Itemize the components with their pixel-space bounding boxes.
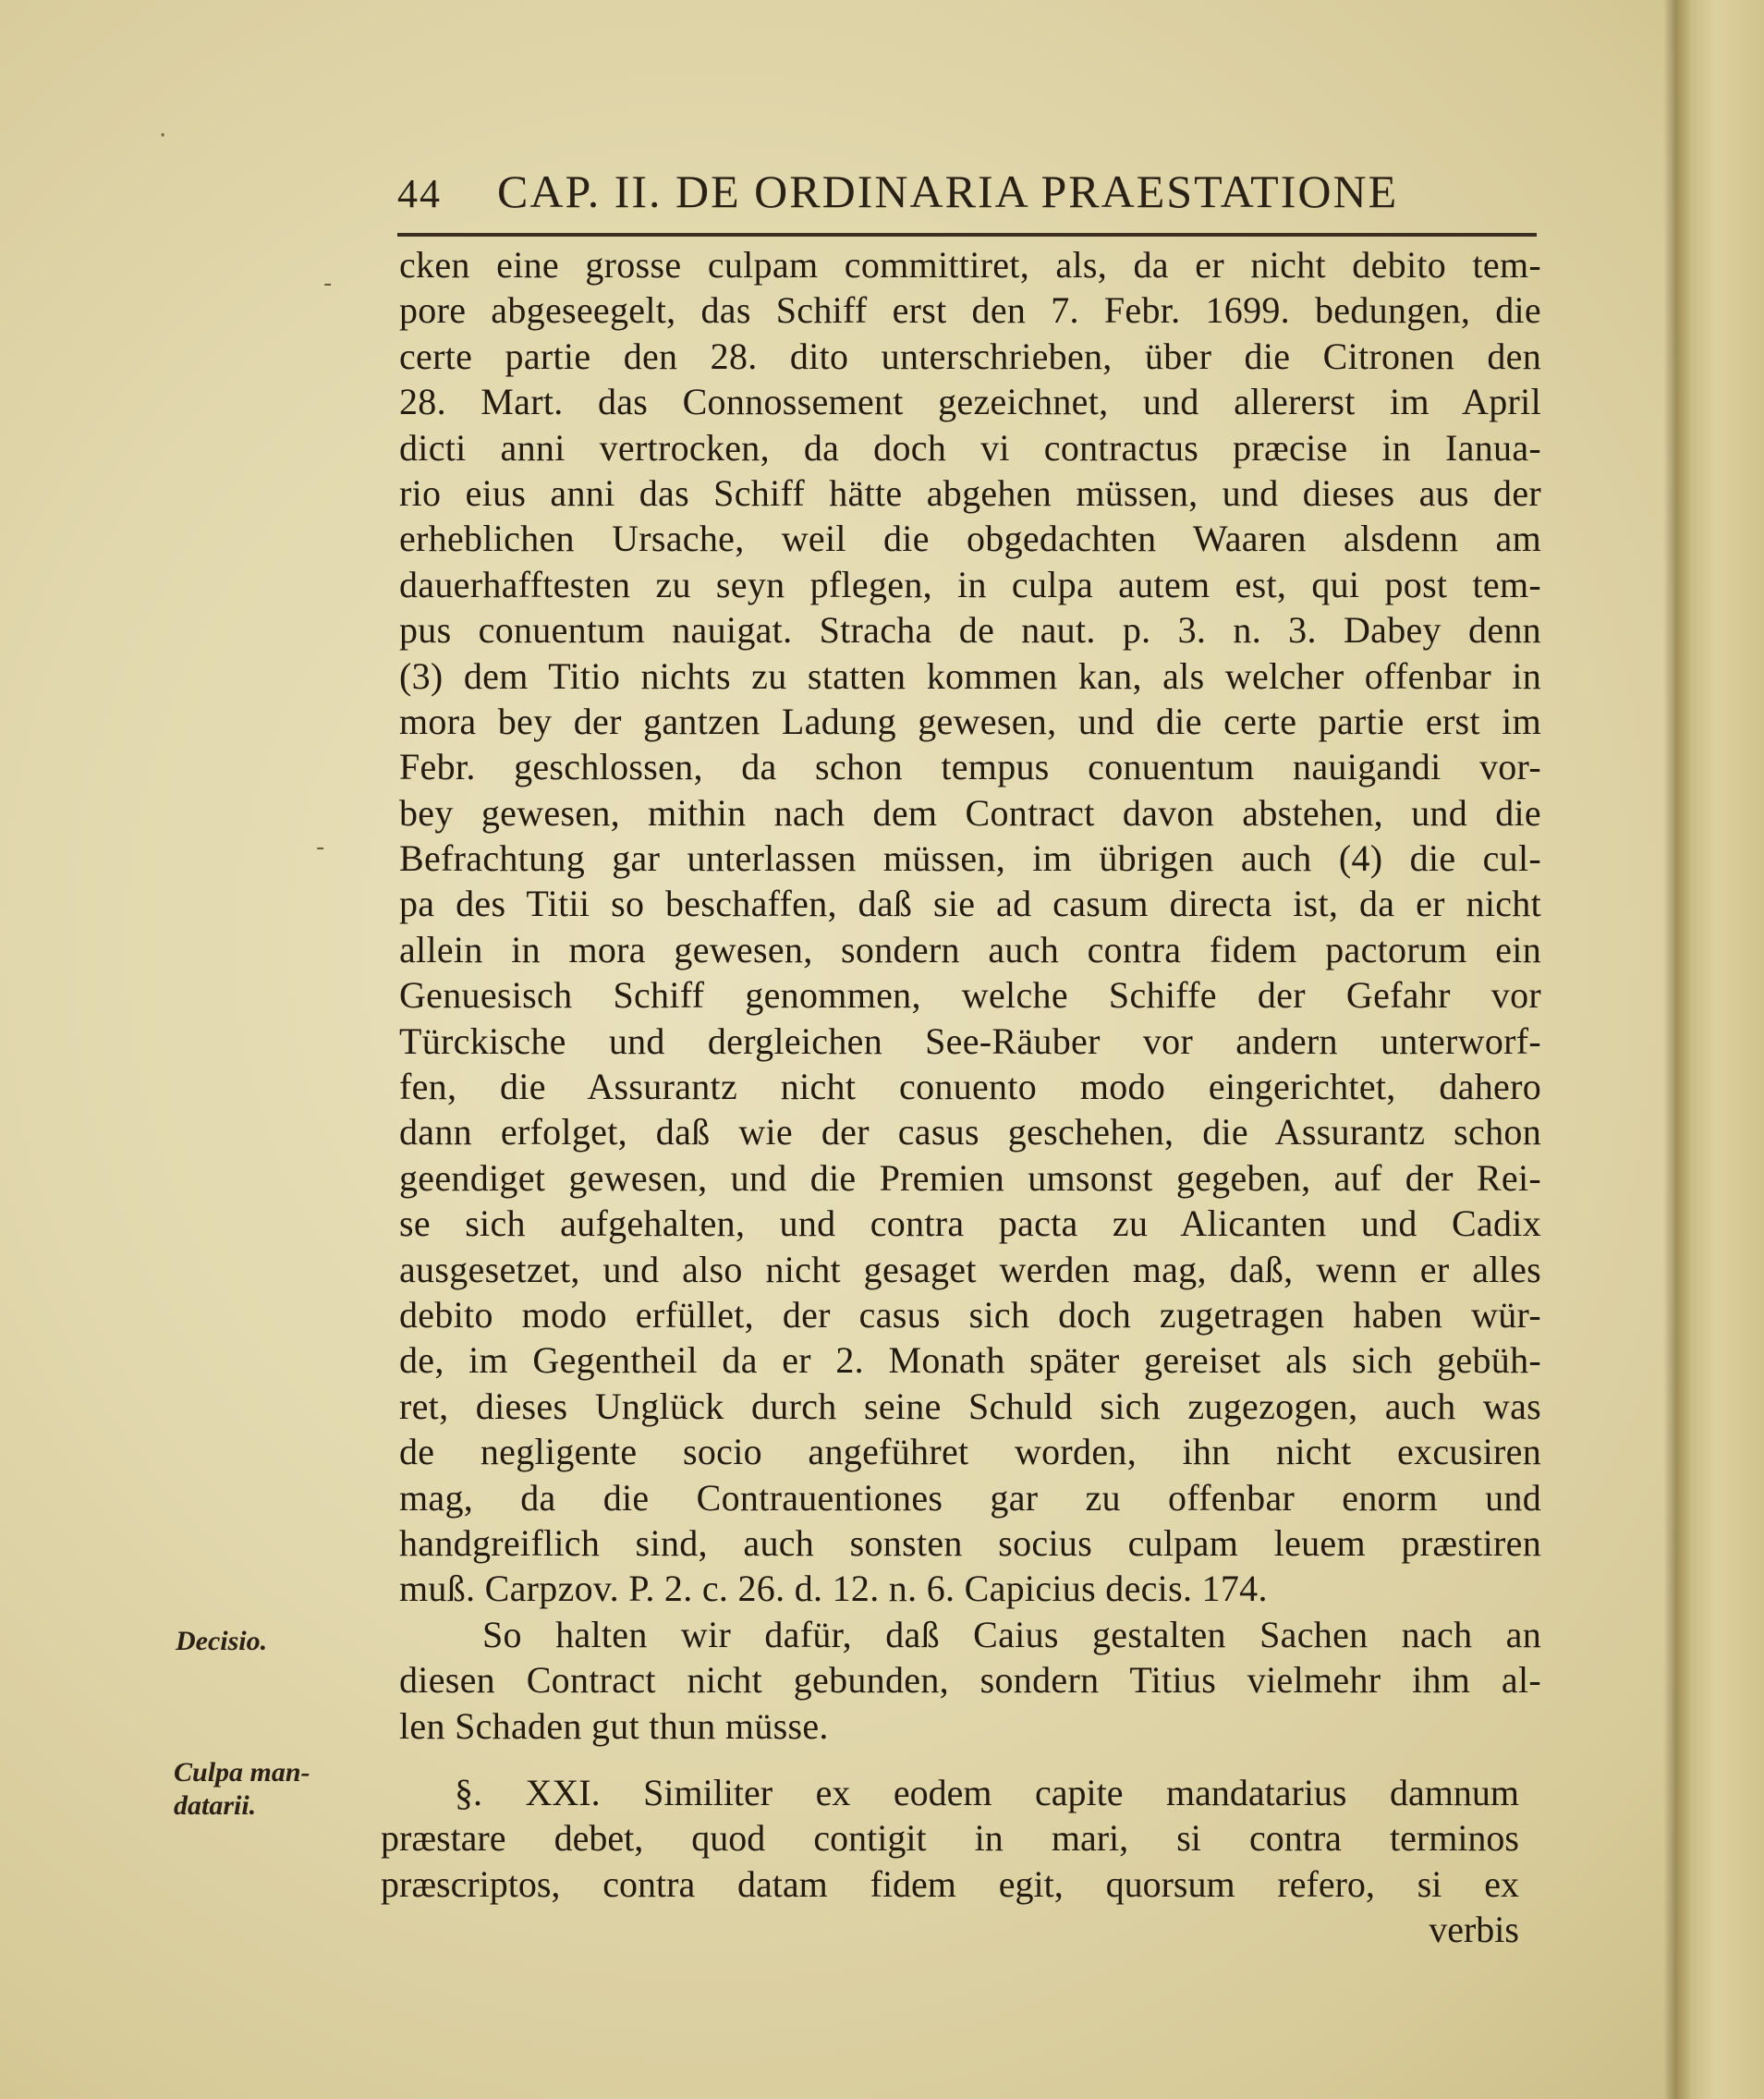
text-line: Türckische und dergleichen See-Räuber vor andern unterworf- (399, 1019, 1541, 1062)
text-line: allein in mora gewesen, sondern auch contra fidem pactorum ein (399, 928, 1541, 970)
margin-note-text: datarii. (174, 1790, 257, 1821)
paper-speck: - (316, 834, 325, 861)
text-line: muß. Carpzov. P. 2. c. 26. d. 12. n. 6. Capicius decis. 174. (399, 1568, 1268, 1610)
text-line: cken eine grosse culpam committiret, als, da er nicht debito tem- (399, 244, 1541, 286)
text-line: debito modo erfüllet, der casus sich doch zugetragen haben wür- (399, 1293, 1541, 1336)
text-line: handgreiflich sind, auch sonsten socius culpam leuem præstiren (399, 1521, 1541, 1564)
text-line: præstare debet, quod contigit in mari, si contra terminos (381, 1817, 1519, 1860)
margin-note-text: Culpa man- (174, 1757, 310, 1788)
text-line: pa des Titii so beschaffen, daß sie ad casum directa ist, da er nicht (399, 883, 1541, 925)
book-gutter (1676, 0, 1764, 2099)
section-xxi-block (381, 1770, 1519, 1953)
text-line: dicti anni vertrocken, da doch vi contractus præcise in Ianua- (399, 426, 1541, 469)
paper-speck: - (323, 270, 333, 298)
margin-note-culpa (174, 1756, 310, 1823)
text-line: mora bey der gantzen Ladung gewesen, und die certe partie erst im (399, 700, 1541, 742)
paper-speck: · (159, 122, 167, 150)
text-line: præscriptos, contra datam fidem egit, quorsum refero, si ex (381, 1862, 1519, 1905)
running-title: CAP. II. DE ORDINARIA PRAESTATIONE (497, 165, 1399, 217)
text-line: Febr. geschlossen, da schon tempus conuentum nauigandi vor- (399, 746, 1541, 788)
text-line: ret, dieses Unglück durch seine Schuld sich zugezogen, auch was (399, 1385, 1541, 1427)
page-header (397, 165, 1543, 224)
text-line: bey gewesen, mithin nach dem Contract davon abstehen, und die (399, 791, 1541, 834)
text-line: rio eius anni das Schiff hätte abgehen müssen, und dieses aus der (399, 471, 1541, 514)
section-heading-line: §. XXI. Similiter ex eodem capite mandatarius damnum (455, 1772, 1519, 1813)
text-line: diesen Contract nicht gebunden, sondern Titius vielmehr ihm al- (399, 1659, 1541, 1702)
page-fold-shadow (1663, 0, 1676, 2099)
decision-paragraph-line: So halten wir dafür, daß Caius gestalten Sachen nach an (482, 1613, 1541, 1655)
text-line: (3) dem Titio nichts zu statten kommen kan, als welcher offenbar in (399, 654, 1541, 697)
header-rule (397, 233, 1537, 237)
catchword: verbis (1429, 1909, 1519, 1951)
margin-note-text: Decisio. (176, 1626, 268, 1656)
text-line: pus conuentum nauigat. Stracha de naut. p. 3. n. 3. Dabey denn (399, 609, 1541, 652)
text-line: fen, die Assurantz nicht conuento modo eingerichtet, dahero (399, 1066, 1541, 1108)
text-line: ausgesetzet, und also nicht gesaget werden mag, daß, wenn er alles (399, 1248, 1541, 1290)
text-line: de, im Gegentheil da er 2. Monath später gereiset als sich gebüh- (399, 1339, 1541, 1382)
text-line: len Schaden gut thun müsse. (399, 1704, 829, 1747)
text-line: geendiget gewesen, und die Premien umsonst gegeben, auf der Rei- (399, 1156, 1541, 1199)
text-line: se sich aufgehalten, und contra pacta zu Alicanten und Cadix (399, 1202, 1541, 1245)
text-line: de negligente socio angeführet worden, ihn nicht excusiren (399, 1431, 1541, 1473)
text-line: erheblichen Ursache, weil die obgedachten Waaren alsdenn am (399, 518, 1541, 560)
text-line: dauerhafftesten zu seyn pflegen, in culpa autem est, qui post tem- (399, 563, 1541, 605)
text-line: dann erfolget, daß wie der casus geschehen, die Assurantz schon (399, 1111, 1541, 1153)
margin-note-decisio (176, 1625, 267, 1658)
text-line: 28. Mart. das Connossement gezeichnet, und allererst im April (399, 381, 1541, 423)
text-line: pore abgeseegelt, das Schiff erst den 7. Febr. 1699. bedungen, die (399, 289, 1541, 332)
main-text-block (399, 242, 1541, 1749)
text-line: certe partie den 28. dito unterschrieben, über die Citronen den (399, 335, 1541, 377)
page-number: 44 (397, 171, 442, 216)
text-line: Befrachtung gar unterlassen müssen, im übrigen auch (4) die cul- (399, 837, 1541, 880)
text-line: mag, da die Contrauentiones gar zu offenbar enorm und (399, 1476, 1541, 1519)
text-line: Genuesisch Schiff genommen, welche Schiffe der Gefahr vor (399, 974, 1541, 1017)
